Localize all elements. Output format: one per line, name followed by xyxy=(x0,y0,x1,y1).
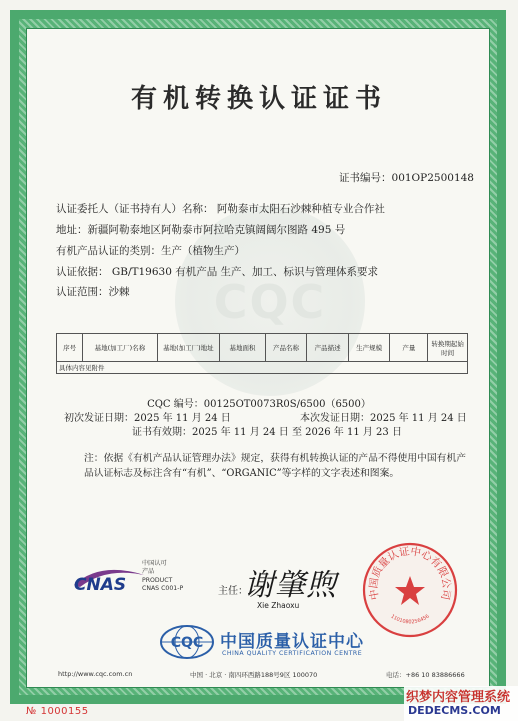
cqc-number: CQC 编号：00125OT0073R0S/6500（6500） xyxy=(147,399,371,410)
seal-number: 1101080256456 xyxy=(389,613,431,626)
validity-period: 证书有效期：2025 年 11 月 24 日 至 2026 年 11 月 23 日 xyxy=(132,427,402,438)
certificate-note: 注：依据《有机产品认证管理办法》规定，获得有机转换认证的产品不得使用中国有机产品认证标志及标注含有“有机”、“ORGANIC”等字样的文字表述和图案。 xyxy=(84,453,467,480)
cnas-line: CNAS C001-P xyxy=(142,585,184,593)
table-note-cell: 具体内容见附件 xyxy=(57,362,468,374)
table-header-row xyxy=(57,334,468,362)
client-address: 地址：新疆阿勒泰地区阿勒泰市阿拉哈克镇阔阔尔图路 495 号 xyxy=(56,224,346,236)
this-issue-date: 本次发证日期：2025 年 11 月 24 日 xyxy=(300,413,467,424)
footer-website[interactable]: http://www.cqc.com.cn xyxy=(58,670,133,678)
site-watermark-en: DEDECMS.COM xyxy=(408,704,501,717)
table-header: 基地面积 xyxy=(220,334,265,362)
table-header: 基地(加工厂)地址 xyxy=(157,334,220,362)
cqc-logo-text: CQC xyxy=(170,635,204,651)
table-header: 产量 xyxy=(390,334,428,362)
site-watermark xyxy=(404,686,518,721)
director-label: 主任： xyxy=(218,586,248,597)
organization-name-cn: 中国质量认证中心 xyxy=(220,632,364,652)
certificate-title: 有机转换认证证书 xyxy=(130,84,387,114)
cqc-watermark-text: CQC xyxy=(213,275,327,329)
table-header: 产品名称 xyxy=(265,334,307,362)
footer-address: 中国 · 北京 · 南四环西路188号9区 100070 xyxy=(190,671,318,679)
footer-phone: 电话：+86 10 83886666 xyxy=(386,671,465,679)
cnas-line: 产品 xyxy=(142,568,155,576)
product-table xyxy=(56,333,468,374)
cnas-line: PRODUCT xyxy=(142,576,173,584)
table-header: 序号 xyxy=(57,334,83,362)
seal-text: 中国质量认证中心有限公司 xyxy=(367,545,453,601)
cnas-line: 中国认可 xyxy=(142,560,167,567)
certification-basis: 认证依据： GB/T19630 有机产品 生产、加工、标识与管理体系要求 xyxy=(56,266,379,278)
site-watermark-cn: 织梦内容管理系统 xyxy=(406,690,511,705)
director-signature: 谢肇煦 xyxy=(244,568,337,603)
table-header: 产品描述 xyxy=(307,334,349,362)
client-name: 认证委托人（证书持有人）名称： 阿勒泰市太阳石沙棘种植专业合作社 xyxy=(56,203,385,215)
first-issue-date: 初次发证日期：2025 年 11 月 24 日 xyxy=(64,413,231,424)
table-header: 转换期起始时间 xyxy=(428,334,468,362)
table-row xyxy=(57,362,468,374)
organization-name-en: CHINA QUALITY CERTIFICATION CENTRE xyxy=(222,650,363,657)
certification-category: 有机产品认证的类别：生产（植物生产） xyxy=(56,245,245,257)
table-header: 生产规模 xyxy=(348,334,390,362)
director-name: Xie Zhaoxu xyxy=(257,601,300,610)
official-seal xyxy=(360,540,460,640)
cqc-logo xyxy=(158,624,216,660)
table-header: 基地(加工厂)名称 xyxy=(83,334,157,362)
cnas-logo xyxy=(70,565,148,593)
serial-number: № 1000155 xyxy=(26,706,89,717)
cnas-logo-text: CNAS xyxy=(74,575,127,593)
certificate-number: 证书编号：001OP2500148 xyxy=(339,172,474,184)
cnas-accreditation xyxy=(142,560,183,593)
certification-scope: 认证范围：沙棘 xyxy=(56,286,130,298)
